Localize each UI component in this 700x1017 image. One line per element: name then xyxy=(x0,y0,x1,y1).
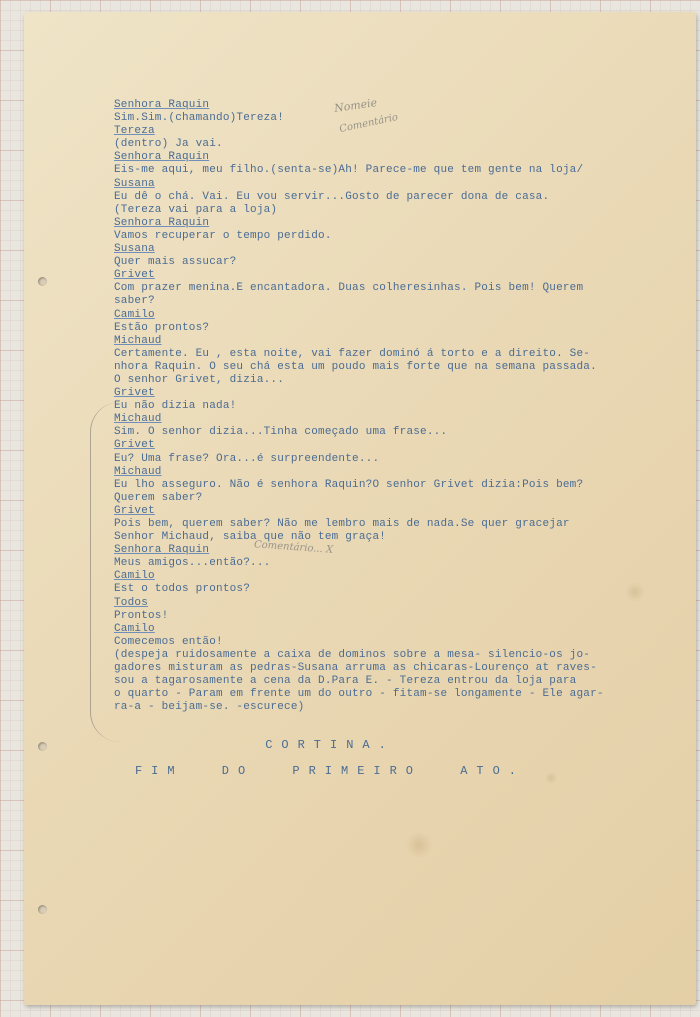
speaker-name: Senhora Raquin xyxy=(114,544,210,557)
speaker-name: Senhora Raquin xyxy=(114,216,210,229)
typewritten-page xyxy=(24,12,696,1005)
dialogue-line: sou a tagarosamente a cena da D.Para E. - Tereza entrou da loja para xyxy=(114,675,577,688)
dialogue-line: saber? xyxy=(114,295,155,308)
speaker-name: Camilo xyxy=(114,570,155,583)
speaker-name: Camilo xyxy=(114,308,155,321)
dialogue-line: Pois bem, querem saber? Não me lembro mais de nada.Se quer gracejar xyxy=(114,518,570,530)
dialogue-line: Meus amigos...então?... xyxy=(114,557,271,570)
dialogue-line: nhora Raquin. O seu chá esta um poudo mais forte que na semana passada. xyxy=(114,360,597,373)
dialogue-line: gadores misturam as pedras-Susana arruma as chicaras-Lourenço at raves- xyxy=(114,662,597,675)
dialogue-line: Quer mais assucar? xyxy=(114,256,237,269)
dialogue-line: (Tereza vai para a loja) xyxy=(114,203,278,216)
dialogue-line: Prontos! xyxy=(114,609,169,622)
dialogue-line: Eis-me aqui, meu filho.(senta-se)Ah! Parece-me que tem gente na loja/ xyxy=(114,164,584,177)
paper-stain xyxy=(404,832,434,858)
speaker-name: Susana xyxy=(114,177,155,190)
script-text-block xyxy=(114,99,674,714)
speaker-name: Senhora Raquin xyxy=(114,151,210,164)
speaker-name: Senhora Raquin xyxy=(114,99,210,111)
dialogue-line: Com prazer menina.É encantadora. Duas colheresinhas. Pois bem! Querem xyxy=(114,282,584,295)
dialogue-line: (despeja ruidosamente a caixa de dominos sobre a mesa- silencio-os jo- xyxy=(114,648,591,661)
pencil-annotation-second: Comentário xyxy=(338,111,399,136)
dialogue-line: Sim.Sim.(chamando)Tereza! xyxy=(114,112,285,125)
pencil-annotation-middle: Comentário... X xyxy=(253,539,334,556)
dialogue-line: Certamente. Eu , esta noite, vai fazer dominó á torto e a direito. Se- xyxy=(114,347,591,360)
speaker-name: Michaud xyxy=(114,334,162,347)
speaker-name: Grivet xyxy=(114,387,155,400)
dialogue-line: Vamos recuperar o tempo perdido. xyxy=(114,229,332,242)
dialogue-line: Eu não dizia nada! xyxy=(114,400,237,413)
dialogue-line: Eu? Uma frase? Ora...é surpreendente... xyxy=(114,452,380,465)
punch-hole xyxy=(38,277,47,286)
dialogue-line: Eu dê o chá. Vai. Eu vou servir...Gosto de parecer dona de casa. xyxy=(114,190,550,203)
pencil-annotation-top: Nomeie xyxy=(333,96,378,115)
speaker-name: Grivet xyxy=(114,269,155,282)
speaker-name: Susana xyxy=(114,243,155,256)
curtain-heading: CORTINA. xyxy=(265,738,395,752)
dialogue-line: o quarto - Param em frente um do outro - fitam-se longamente - Ele agar- xyxy=(114,688,604,701)
speaker-name: Grivet xyxy=(114,439,155,452)
dialogue-line: Comecemos então! xyxy=(114,635,223,648)
dialogue-line: Sim. O senhor dizia...Tinha começado uma frase... xyxy=(114,426,448,439)
dialogue-line: Est o todos prontos? xyxy=(114,583,251,596)
speaker-name: Todos xyxy=(114,596,149,609)
dialogue-line: ra-a - beijam-se. -escurece) xyxy=(114,701,305,714)
speaker-name: Camilo xyxy=(114,622,155,635)
punch-hole xyxy=(38,905,47,914)
dialogue-line: Eu lho asseguro. Não é senhora Raquin?O senhor Grivet dizia:Pois bem? xyxy=(114,478,584,491)
speaker-name: Grivet xyxy=(114,504,155,517)
dialogue-line: O senhor Grivet, dizia... xyxy=(114,373,285,386)
speaker-name: Tereza xyxy=(114,125,155,138)
dialogue-line: Querem saber? xyxy=(114,491,203,504)
speaker-name: Michaud xyxy=(114,465,162,478)
dialogue-line: Senhor Michaud, saiba que não tem graça! xyxy=(114,531,387,544)
end-of-act-heading: FIM DO PRIMEIRO ATO. xyxy=(134,764,526,778)
dialogue-line: (dentro) Ja vai. xyxy=(114,138,223,151)
dialogue-line: Estão prontos? xyxy=(114,321,210,334)
speaker-name: Michaud xyxy=(114,413,162,426)
